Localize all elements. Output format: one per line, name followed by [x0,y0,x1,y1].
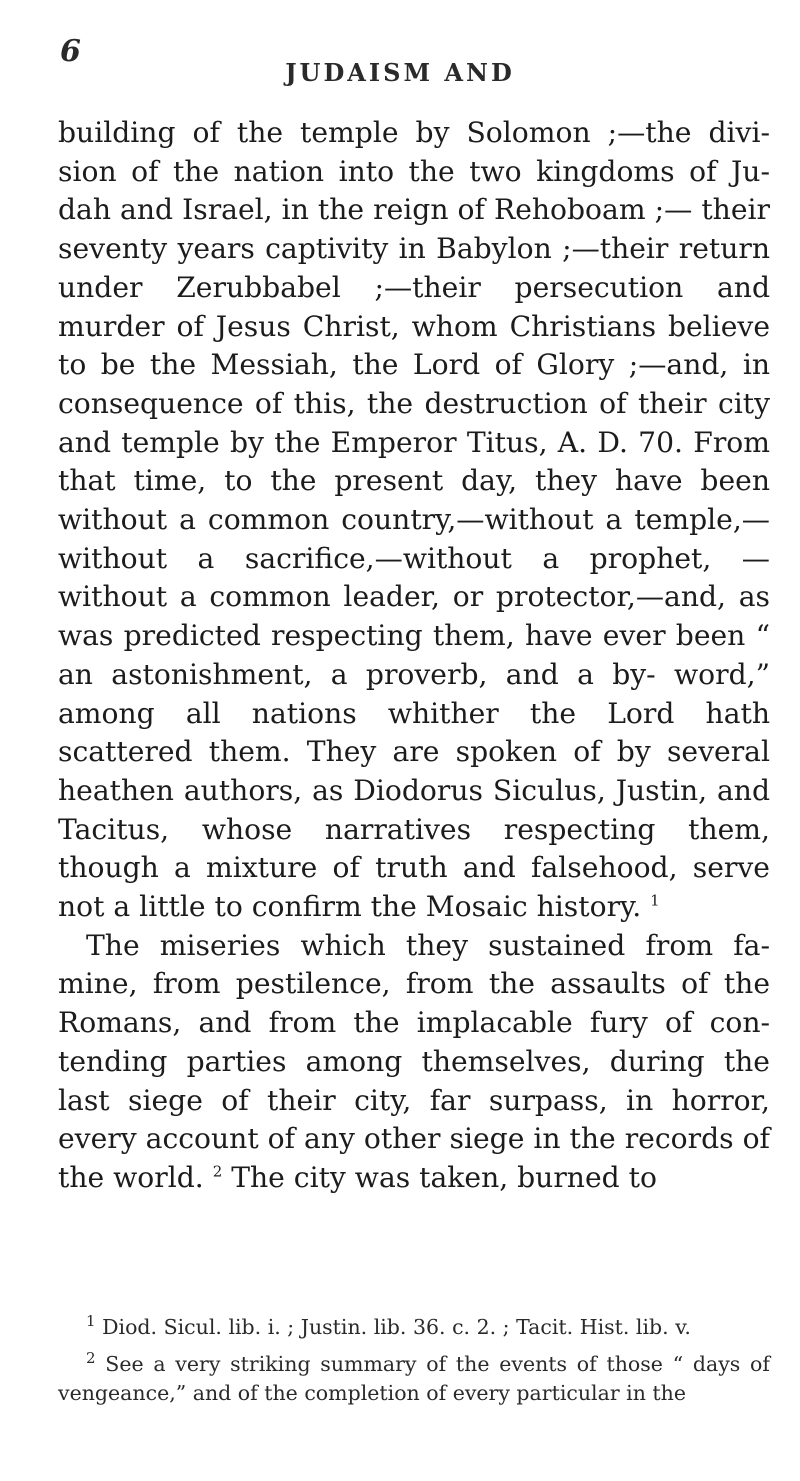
footnote-marker-2: 2 [212,1162,223,1181]
paragraph-1-text: building of the temple by Solomon ;—the divi- sion of the nation into the two kingdoms of Ju- dah and Israel, in the reign of Rehoboam ;— their seventy years captivity in Babylon ;—their return under Zerubbabel ;—their persecution and murder of Jesus Christ, whom Christians believe to be the Messiah, the Lord of Glory ;—and, in consequence of this, the destruction of their city and temple by the Emperor Titus, A. D. 70. From that time, to the present day, they have been without a common country,—without a temple,—without a sacrifice,—without a prophet, —without a common leader, or protector,—and, as was predicted respecting them, have ever been “ an astonishment, a proverb, and a by- word,” among all nations whither the Lord hath scattered them. They are spoken of by several heathen authors, as Diodorus Siculus, Justin, and Tacitus, whose narratives respecting them, though a mixture of truth and falsehood, serve not a little to confirm the Mosaic history. [58,116,770,924]
paragraph-2 [58,927,770,1198]
running-head: JUDAISM AND [285,58,515,87]
paragraph-2-text: The miseries which they sustained from fa- mine, from pestilence, from the assaults of the Romans, and from the implacable fury of con- tending parties among themselves, during the last siege of their city, far surpass, in horror, every account of any other siege in the records of the world. [58,928,770,1194]
footnote-marker-1: 1 [650,891,660,910]
paragraph-1 [58,114,770,927]
footnote-2 [58,1350,770,1408]
footnote-2-mark: 2 [86,1349,96,1368]
page-number: 6 [60,34,81,69]
footnote-1-text: Diod. Sicul. lib. i. ; Justin. lib. 36. c. 2. ; Tacit. Hist. lib. v. [102,1315,691,1339]
body-text [58,114,770,1198]
paragraph-2-tail: The city was taken, burned to [231,1160,657,1194]
footnote-2-text: See a very striking summary of the events of those “ days of vengeance,” and of the completion of every particular in the [58,1352,770,1405]
footnote-1-mark: 1 [86,1312,96,1331]
footnote-1 [58,1313,770,1342]
footnotes [58,1313,770,1408]
